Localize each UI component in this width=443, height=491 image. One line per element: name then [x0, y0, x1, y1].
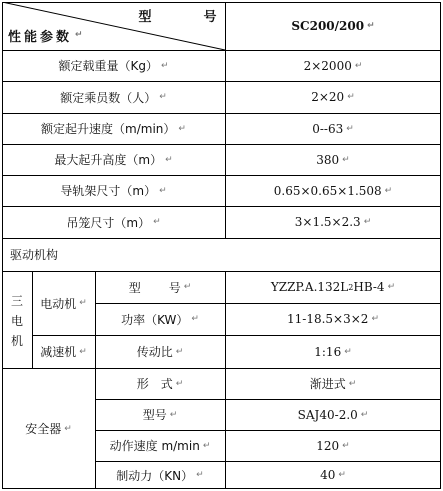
motor-model-label: 型 号 ↵ [128, 280, 192, 295]
row-value-cage-size: 3×1.5×2.3 ↵ [294, 215, 372, 229]
motor-power-label: 功率（KW） ↵ [121, 312, 199, 327]
rule-reducer-bottom [2, 368, 441, 369]
motor-power-value: 11-18.5×3×2 ↵ [287, 312, 379, 326]
safety-model-value: SAJ40-2.0 ↵ [297, 407, 369, 422]
rule-safety-3 [95, 461, 441, 462]
spec-table [2, 2, 441, 489]
rule-row-5 [2, 175, 441, 176]
safety-braking-label: 制动力（KN） ↵ [116, 468, 204, 483]
row-value-max-height: 380 ↵ [316, 152, 350, 167]
rule-motor-bottom [32, 335, 441, 336]
rule-col-main-lower [225, 271, 226, 489]
row-value-rated-passengers: 2×20 ↵ [311, 90, 355, 104]
safety-braking-value: 40 ↵ [320, 468, 346, 482]
header-param-label: 性能参数 ↵ [8, 29, 86, 45]
rule-row-6 [2, 206, 441, 207]
reducer-label: 减速机 ↵ [40, 345, 87, 359]
row-value-lifting-speed: 0--63 ↵ [312, 121, 354, 136]
row-label-mast-size: 导轨架尺寸（m） ↵ [60, 184, 167, 198]
border-right [440, 2, 441, 489]
border-bottom [2, 488, 441, 489]
rule-safety-1 [95, 399, 441, 400]
row-label-lifting-speed: 额定起升速度（m/min） ↵ [41, 122, 186, 136]
motor-label: 电动机 ↵ [40, 296, 87, 311]
row-label-max-height: 最大起升高度（m） ↵ [54, 153, 173, 167]
rule-row-8 [2, 271, 441, 272]
safety-speed-value: 120 ↵ [316, 438, 350, 453]
rule-motor-mid [95, 303, 441, 304]
reducer-ratio-value: 1:16 ↵ [314, 344, 352, 359]
header-model-word-left: 型 [138, 9, 152, 25]
safety-type-label: 形 式 ↵ [136, 377, 184, 391]
drive-group-label: 三 电 机 [10, 294, 23, 348]
row-label-rated-passengers: 额定乘员数（人） ↵ [60, 90, 167, 105]
row-value-rated-load: 2×2000 ↵ [303, 58, 363, 73]
rule-row-2 [2, 81, 441, 82]
safety-speed-label: 动作速度 m/min ↵ [109, 439, 211, 453]
motor-model-value: YZZP.A.132L 2 HB-4 ↵ [270, 280, 396, 294]
rule-row-3 [2, 113, 441, 114]
rule-col-sub [95, 271, 96, 489]
safety-label: 安全器 ↵ [25, 422, 72, 436]
drive-title: 驱动机构 [10, 248, 59, 262]
rule-col-group [32, 271, 33, 368]
row-value-mast-size: 0.65×0.65×1.508 ↵ [273, 183, 393, 198]
header-diagonal-line [2, 2, 226, 51]
header-model-word-right: 号 [203, 9, 217, 25]
safety-model-label: 型号 ↵ [142, 408, 178, 422]
row-label-rated-load: 额定载重量（Kg） ↵ [58, 59, 169, 73]
border-left [2, 2, 3, 489]
reducer-ratio-label: 传动比 ↵ [136, 345, 184, 359]
safety-type-value: 渐进式 ↵ [309, 377, 357, 391]
rule-safety-2 [95, 430, 441, 431]
row-label-cage-size: 吊笼尺寸（m） ↵ [66, 215, 161, 230]
header-model-value: SC200/200 ↵ [291, 19, 375, 33]
rule-row-7 [2, 238, 441, 239]
rule-row-4 [2, 144, 441, 145]
